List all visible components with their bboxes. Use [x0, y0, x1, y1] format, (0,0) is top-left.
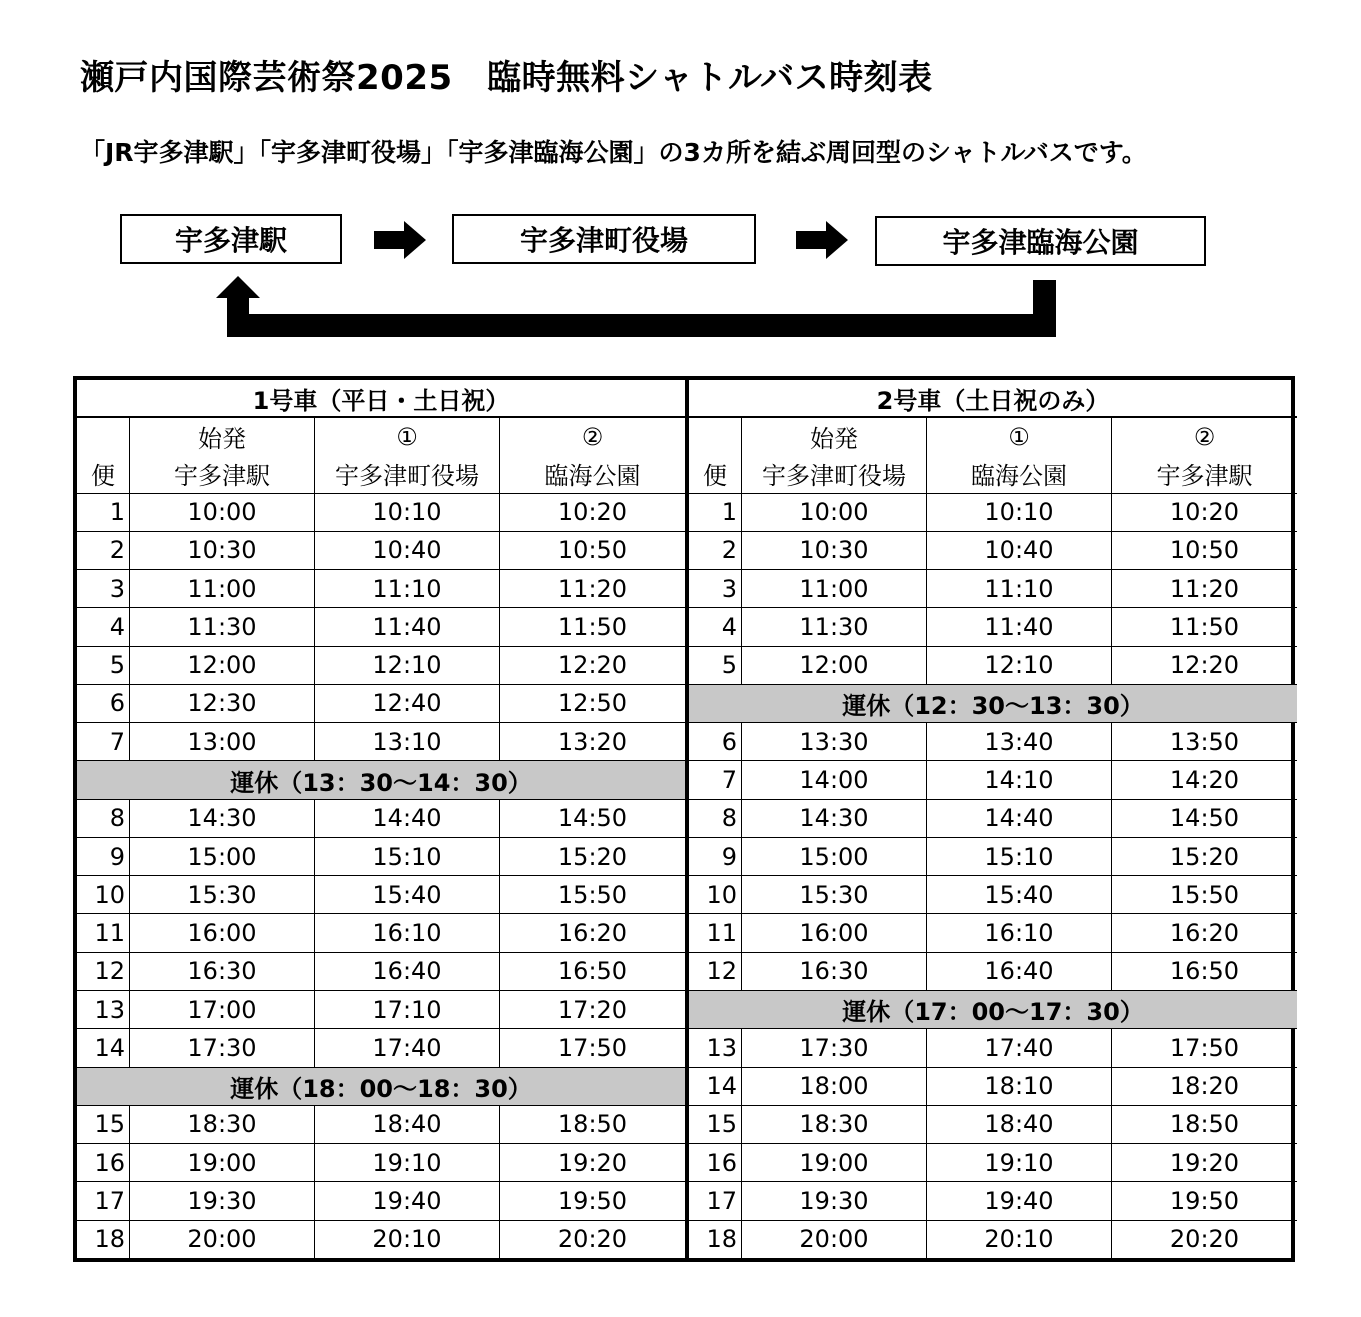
table-row [77, 494, 685, 532]
bin-number: 13 [689, 1029, 742, 1066]
car-title: 1号車（平日・土日祝） [77, 380, 685, 418]
bin-number: 8 [689, 800, 742, 837]
departure-time: 14:40 [927, 800, 1112, 837]
departure-time: 19:50 [1169, 1186, 1240, 1215]
suspension-row [77, 1068, 685, 1106]
departure-time: 15:30 [130, 876, 315, 913]
departure-time: 19:40 [927, 1182, 1112, 1219]
departure-time: 18:30 [130, 1106, 315, 1143]
departure-time: 15:00 [742, 838, 927, 875]
departure-time: 11:00 [742, 570, 927, 607]
table-row [689, 1106, 1297, 1144]
departure-time: 12:00 [130, 647, 315, 684]
table-row [689, 1068, 1297, 1106]
departure-time: 16:00 [130, 914, 315, 951]
table-row [689, 1221, 1297, 1258]
departure-time: 17:00 [130, 991, 315, 1028]
departure-time: 16:20 [1169, 919, 1240, 948]
departure-time: 12:10 [315, 647, 500, 684]
bin-number: 9 [77, 838, 130, 875]
departure-time: 16:30 [742, 953, 927, 990]
departure-time: 12:10 [927, 647, 1112, 684]
header-top-cell [77, 418, 130, 455]
car-title: 2号車（土日祝のみ） [689, 380, 1297, 418]
bin-number: 18 [689, 1221, 742, 1258]
departure-time: 16:40 [315, 953, 500, 990]
departure-time: 13:00 [130, 723, 315, 760]
bin-number: 11 [689, 914, 742, 951]
bin-number: 4 [689, 608, 742, 645]
table-row [689, 608, 1297, 646]
bin-number: 16 [689, 1144, 742, 1181]
header-top-cell: ② [581, 422, 604, 451]
bin-number: 3 [689, 570, 742, 607]
departure-time: 12:20 [1169, 651, 1240, 680]
table-row [689, 1182, 1297, 1220]
bin-number: 12 [689, 953, 742, 990]
departure-time: 16:00 [742, 914, 927, 951]
departure-time: 15:00 [130, 838, 315, 875]
page-subtitle: 「JR宇多津駅」「宇多津町役場」「宇多津臨海公園」の3カ所を結ぶ周回型のシャトルバスです。 [80, 138, 1147, 167]
departure-time: 16:10 [315, 914, 500, 951]
departure-time: 14:30 [130, 800, 315, 837]
table-row [77, 685, 685, 723]
departure-time: 20:00 [742, 1221, 927, 1258]
departure-time: 12:00 [742, 647, 927, 684]
table-row [689, 532, 1297, 570]
departure-time: 16:10 [927, 914, 1112, 951]
bin-number: 11 [77, 914, 130, 951]
bin-number: 15 [77, 1106, 130, 1143]
table-row [689, 914, 1297, 952]
departure-time: 14:50 [557, 804, 628, 833]
departure-time: 15:30 [742, 876, 927, 913]
departure-time: 17:10 [315, 991, 500, 1028]
bin-number: 10 [689, 876, 742, 913]
stop-header: 臨海公園 [544, 462, 641, 491]
bin-number: 8 [77, 800, 130, 837]
loop-back-arrow-icon [216, 276, 1056, 337]
table-row [77, 647, 685, 685]
departure-time: 11:30 [742, 608, 927, 645]
departure-time: 20:10 [315, 1221, 500, 1258]
bin-number: 1 [77, 494, 130, 531]
table-row [77, 1221, 685, 1258]
departure-time: 19:00 [130, 1144, 315, 1181]
bin-number: 16 [77, 1144, 130, 1181]
departure-time: 10:50 [1169, 536, 1240, 565]
departure-time: 11:00 [130, 570, 315, 607]
departure-time: 15:20 [1169, 842, 1240, 871]
bin-number: 9 [689, 838, 742, 875]
header-row [689, 455, 1297, 493]
suspension-label: 運休（18：00～18：30） [230, 1074, 532, 1103]
departure-time: 19:50 [557, 1186, 628, 1215]
suspension-row [689, 685, 1297, 723]
suspension-row [77, 761, 685, 799]
route-diagram [0, 0, 1361, 360]
departure-time: 14:20 [1169, 766, 1240, 795]
departure-time: 18:20 [1169, 1072, 1240, 1101]
route-stop-station: 宇多津駅 [120, 214, 342, 264]
suspension-label: 運休（12：30～13：30） [842, 691, 1144, 720]
departure-time: 10:00 [742, 494, 927, 531]
table-row [689, 953, 1297, 991]
car-2-table [689, 380, 1297, 1258]
stop-header: 臨海公園 [927, 455, 1112, 492]
departure-time: 16:50 [557, 957, 628, 986]
departure-time: 18:50 [557, 1110, 628, 1139]
bin-number: 13 [77, 991, 130, 1028]
right-arrow-icon [374, 221, 426, 259]
departure-time: 17:50 [557, 1033, 628, 1062]
bin-number: 6 [77, 685, 130, 722]
table-row [689, 876, 1297, 914]
departure-time: 14:10 [927, 761, 1112, 798]
departure-time: 20:20 [1169, 1225, 1240, 1254]
departure-time: 12:40 [315, 685, 500, 722]
table-row [689, 761, 1297, 799]
table-row [77, 723, 685, 761]
table-row [77, 532, 685, 570]
departure-time: 10:20 [557, 498, 628, 527]
departure-time: 13:50 [1169, 727, 1240, 756]
departure-time: 11:50 [1169, 612, 1240, 641]
departure-time: 17:30 [130, 1029, 315, 1066]
stop-header: 宇多津町役場 [742, 455, 927, 492]
bin-header: 便 [77, 455, 130, 492]
table-row [77, 953, 685, 991]
departure-time: 13:30 [742, 723, 927, 760]
departure-time: 20:00 [130, 1221, 315, 1258]
right-arrow-icon [796, 221, 848, 259]
page-title: 瀬戸内国際芸術祭2025 臨時無料シャトルバス時刻表 [80, 58, 933, 98]
departure-time: 14:40 [315, 800, 500, 837]
departure-time: 10:50 [557, 536, 628, 565]
departure-time: 13:10 [315, 723, 500, 760]
departure-time: 19:20 [1169, 1148, 1240, 1177]
table-row [77, 838, 685, 876]
bin-number: 5 [77, 647, 130, 684]
departure-time: 19:30 [742, 1182, 927, 1219]
departure-time: 14:50 [1169, 804, 1240, 833]
departure-time: 18:50 [1169, 1110, 1240, 1139]
departure-time: 19:00 [742, 1144, 927, 1181]
bin-number: 14 [689, 1068, 742, 1105]
table-row [689, 723, 1297, 761]
bin-number: 1 [689, 494, 742, 531]
bin-number: 10 [77, 876, 130, 913]
header-row-top [689, 418, 1297, 455]
departure-time: 18:00 [742, 1068, 927, 1105]
timetable [73, 376, 1295, 1262]
bin-number: 17 [77, 1182, 130, 1219]
table-row [77, 1182, 685, 1220]
departure-time: 17:20 [557, 995, 628, 1024]
table-row [689, 838, 1297, 876]
header-row [77, 455, 685, 493]
departure-time: 19:20 [557, 1148, 628, 1177]
bin-number: 4 [77, 608, 130, 645]
table-row [77, 991, 685, 1029]
bin-number: 2 [77, 532, 130, 569]
departure-time: 15:40 [315, 876, 500, 913]
bin-number: 3 [77, 570, 130, 607]
departure-time: 12:30 [130, 685, 315, 722]
departure-time: 11:10 [927, 570, 1112, 607]
departure-time: 16:40 [927, 953, 1112, 990]
table-row [77, 608, 685, 646]
departure-time: 15:10 [315, 838, 500, 875]
departure-time: 14:30 [742, 800, 927, 837]
departure-time: 19:30 [130, 1182, 315, 1219]
departure-time: 15:50 [557, 880, 628, 909]
departure-time: 10:10 [927, 494, 1112, 531]
departure-time: 11:40 [315, 608, 500, 645]
table-row [77, 1029, 685, 1067]
departure-time: 15:50 [1169, 880, 1240, 909]
departure-time: 19:10 [927, 1144, 1112, 1181]
departure-time: 15:10 [927, 838, 1112, 875]
header-top-cell: 始発 [742, 418, 927, 455]
table-row [689, 494, 1297, 532]
departure-time: 19:10 [315, 1144, 500, 1181]
departure-time: 12:20 [557, 651, 628, 680]
header-top-cell [689, 418, 742, 455]
header-top-cell: ① [315, 418, 500, 455]
departure-time: 14:00 [742, 761, 927, 798]
departure-time: 18:10 [927, 1068, 1112, 1105]
departure-time: 17:40 [315, 1029, 500, 1066]
departure-time: 15:40 [927, 876, 1112, 913]
table-row [77, 1144, 685, 1182]
departure-time: 15:20 [557, 842, 628, 871]
departure-time: 16:20 [557, 919, 628, 948]
departure-time: 18:40 [315, 1106, 500, 1143]
header-row-top [77, 418, 685, 455]
departure-time: 20:20 [557, 1225, 628, 1254]
bin-number: 7 [689, 761, 742, 798]
departure-time: 10:20 [1169, 498, 1240, 527]
table-row [689, 570, 1297, 608]
bin-header: 便 [689, 455, 742, 492]
car-1-table [77, 380, 689, 1258]
table-row [77, 914, 685, 952]
departure-time: 10:30 [742, 532, 927, 569]
departure-time: 18:30 [742, 1106, 927, 1143]
bin-number: 6 [689, 723, 742, 760]
table-row [77, 1106, 685, 1144]
departure-time: 10:30 [130, 532, 315, 569]
bin-number: 15 [689, 1106, 742, 1143]
header-top-cell: 始発 [130, 418, 315, 455]
table-row [77, 800, 685, 838]
table-row [689, 800, 1297, 838]
table-row [77, 570, 685, 608]
table-row [77, 876, 685, 914]
stop-header: 宇多津町役場 [315, 455, 500, 492]
header-top-cell: ② [1193, 422, 1216, 451]
suspension-label: 運休（13：30～14：30） [230, 768, 532, 797]
bin-number: 17 [689, 1182, 742, 1219]
departure-time: 17:40 [927, 1029, 1112, 1066]
departure-time: 12:50 [557, 689, 628, 718]
departure-time: 13:40 [927, 723, 1112, 760]
departure-time: 20:10 [927, 1221, 1112, 1258]
bin-number: 2 [689, 532, 742, 569]
departure-time: 11:10 [315, 570, 500, 607]
departure-time: 10:40 [927, 532, 1112, 569]
departure-time: 19:40 [315, 1182, 500, 1219]
departure-time: 16:50 [1169, 957, 1240, 986]
suspension-row [689, 991, 1297, 1029]
departure-time: 11:20 [557, 574, 628, 603]
bin-number: 14 [77, 1029, 130, 1066]
table-row [689, 1029, 1297, 1067]
departure-time: 11:50 [557, 612, 628, 641]
stop-header: 宇多津駅 [130, 455, 315, 492]
departure-time: 18:40 [927, 1106, 1112, 1143]
table-row [689, 1144, 1297, 1182]
route-stop-town-hall: 宇多津町役場 [452, 214, 756, 264]
departure-time: 10:00 [130, 494, 315, 531]
bin-number: 5 [689, 647, 742, 684]
table-row [689, 647, 1297, 685]
suspension-label: 運休（17：00～17：30） [842, 998, 1144, 1027]
stop-header: 宇多津駅 [1156, 462, 1253, 491]
route-stop-park: 宇多津臨海公園 [875, 216, 1206, 266]
departure-time: 13:20 [557, 727, 628, 756]
departure-time: 10:10 [315, 494, 500, 531]
departure-time: 16:30 [130, 953, 315, 990]
departure-time: 17:50 [1169, 1033, 1240, 1062]
departure-time: 11:40 [927, 608, 1112, 645]
bin-number: 18 [77, 1221, 130, 1258]
departure-time: 11:20 [1169, 574, 1240, 603]
bin-number: 12 [77, 953, 130, 990]
bin-number: 7 [77, 723, 130, 760]
header-top-cell: ① [927, 418, 1112, 455]
departure-time: 11:30 [130, 608, 315, 645]
departure-time: 17:30 [742, 1029, 927, 1066]
departure-time: 10:40 [315, 532, 500, 569]
